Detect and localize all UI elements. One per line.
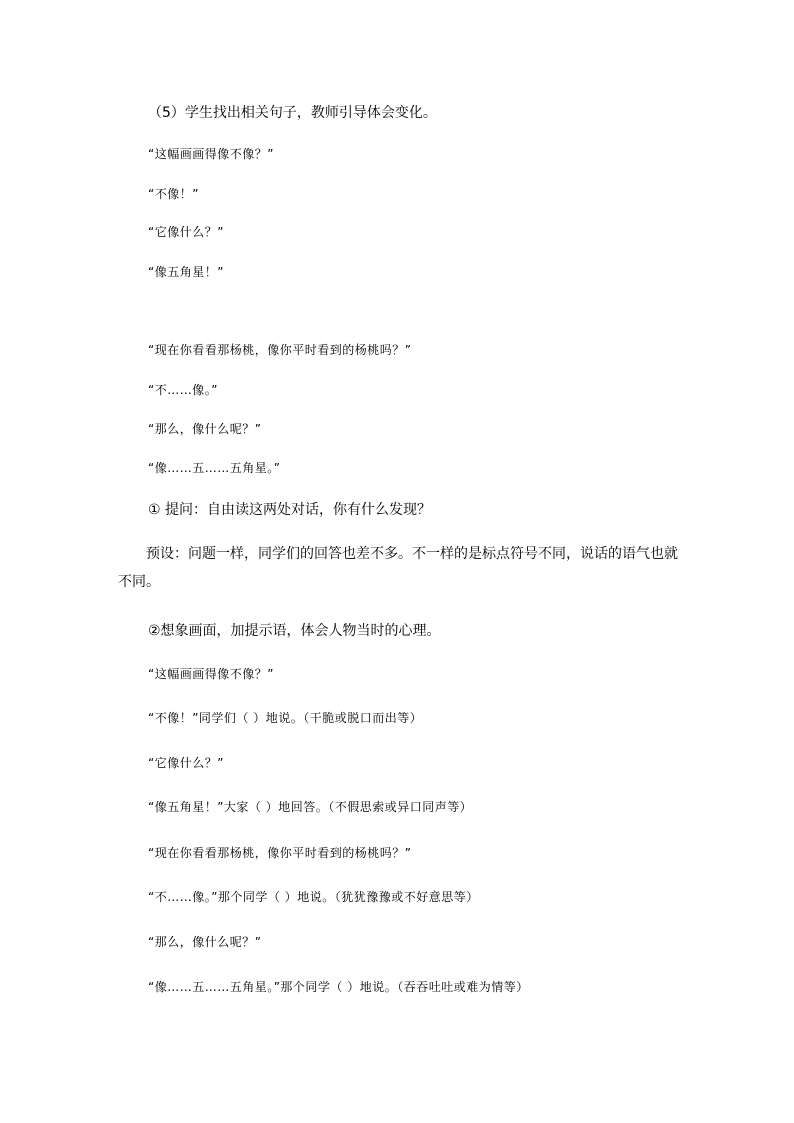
dialog1-line-2: “不像！” bbox=[148, 187, 199, 201]
dialog3-line-4: “像五角星！”大家（ ）地回答。（不假思索或异口同声等） bbox=[148, 800, 473, 814]
dialog3-line-5: “现在你看看那杨桃，像你平时看到的杨桃吗？” bbox=[148, 846, 412, 860]
step-heading: （5）学生找出相关句子，教师引导体会变化。 bbox=[148, 105, 437, 121]
dialog3-line-1: “这幅画画得像不像？” bbox=[148, 667, 274, 681]
dialog2-line-4: “像……五……五角星。” bbox=[148, 461, 281, 475]
dialog1-line-1: “这幅画画得像不像？” bbox=[148, 147, 274, 161]
dialog1-line-3: “它像什么？” bbox=[148, 225, 224, 239]
dialog3-line-6: “不……像。”那个同学（ ）地说。（犹犹豫豫或不好意思等） bbox=[148, 890, 479, 904]
dialog3-line-8: “像……五……五角星。”那个同学（ ）地说。（吞吞吐吐或难为情等） bbox=[148, 980, 529, 994]
dialog3-line-7: “那么，像什么呢？” bbox=[148, 935, 262, 949]
dialog2-line-1: “现在你看看那杨桃，像你平时看到的杨桃吗？” bbox=[148, 343, 412, 357]
dialog2-line-3: “那么，像什么呢？” bbox=[148, 422, 262, 436]
preset-paragraph: 预设：问题一样，同学们的回答也差不多。不一样的是标点符号不同，说话的语气也就不同。 bbox=[118, 546, 678, 590]
dialog1-line-4: “像五角星！” bbox=[148, 265, 224, 279]
dialog2-line-2: “不……像。” bbox=[148, 383, 218, 397]
dialog3-line-2: “不像！”同学们（ ）地说。（干脆或脱口而出等） bbox=[148, 711, 423, 725]
imagine-line: ②想象画面，加提示语，体会人物当时的心理。 bbox=[148, 623, 441, 639]
question-line: ① 提问：自由读这两处对话，你有什么发现？ bbox=[148, 502, 431, 518]
dialog3-line-3: “它像什么？” bbox=[148, 756, 224, 770]
